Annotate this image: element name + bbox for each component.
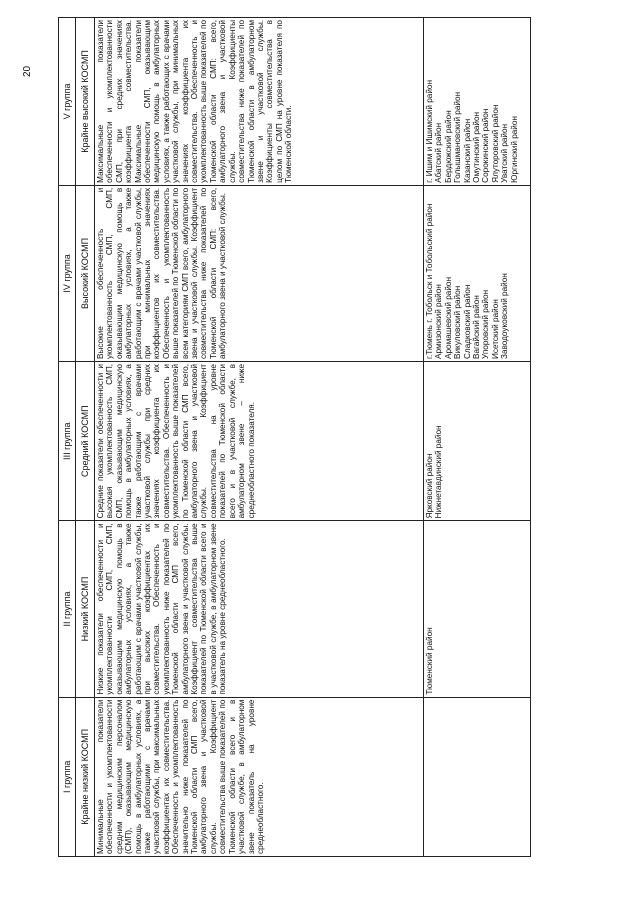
regions-cell-2 (424, 521, 531, 697)
description-cell-1: Минимальные показатели обеспеченности и укомплектованности средним медицинским персоналом (СМП), оказывающим медицинскую помощь в амбулаторных условиях, а также работающими с врачами участковой службы, при максимальных коэффициентах их совместительства. Обеспеченность и укомплектованность значительно ниже показателей по Тюменской области СМП всего, амбулаторного звена и участковой службы. Коэффициент совместительства выше показателей по Тюменской области всего и в участковой службе, в амбулаторном звене показатель на уровне среднеобластного. (95, 697, 424, 856)
description-row (95, 18, 424, 857)
group-header-4: IV группа (59, 185, 76, 361)
level-header-4: Высокий КОСМП (76, 185, 95, 361)
region-item: Абатский район (434, 122, 444, 183)
description-cell-4: Высокие обеспеченность и укомплектованность СМП, СМП, оказывающим медицинскую помощь в амбулаторных условиях, а также работающим с врачами участковой службы, при минимальных значениях коэффициентов их совместительства. Обеспеченность и укомплектованность выше показателей по Тюменской области по всем категориям СМП всего, амбулаторного звена и участковой службы. Коэффициент совместительства ниже показателей по Тюменской области СМП: всего, амбулаторного звена и участковой службы. (95, 185, 424, 361)
region-item: Тюменский район (425, 627, 434, 695)
group-header-1: I группа (59, 697, 76, 856)
region-item: Сладковский район (462, 284, 472, 359)
region-item: Ялуторовский район (490, 104, 500, 183)
group-header-2: II группа (59, 521, 76, 697)
region-item: г. Ишим и Ишимский район (425, 79, 434, 183)
region-item: Казанский район (462, 118, 472, 183)
group-header-3: III группа (59, 362, 76, 521)
region-item: г.Тюмень г. Тобольск и Тобольский район (425, 203, 434, 359)
description-cell-3: Средние показатели обеспеченности и высокая укомплектованность СМП, СМП, оказывающим медицинскую помощь в амбулаторных условиях, а также работающим с врачами участковой службы при средних значениях коэффициента их совместительства. Обеспеченность и укомплектованность выше показателей по Тюменской области СМП всего, амбулаторного звена и участковой службы. Коэффициент совместительства на уровне показателей по Тюменской области всего и в участковой службе, в амбулаторном звене – ниже среднеобластного показателя. (95, 362, 424, 521)
region-item: Нижнетавдинский район (434, 425, 444, 519)
page-number: 20 (22, 65, 33, 77)
region-item: Уватский район (500, 123, 510, 183)
region-item: Бердюжский район (443, 110, 453, 183)
region-item: Ярковский район (425, 453, 434, 519)
region-item: Армизонский район (434, 284, 444, 359)
region-item: Вагайский район (472, 295, 482, 359)
regions-row (424, 18, 531, 857)
groups-table (58, 17, 531, 857)
region-item: Голышмановский район (453, 91, 463, 183)
region-item: Аромашевский район (443, 277, 453, 359)
group-header-5: V группа (59, 18, 76, 186)
region-item: Сорокинский район (481, 108, 491, 183)
region-item: Упоровский район (481, 289, 491, 359)
description-cell-2: Низкие показатели обеспеченности и укомплектованности СМП, СМП, оказывающим медицинскую помощь в амбулаторных условиях, а также работающим с врачами участковой службы, при высоких коэффициентах их совместительства. Обеспеченность и укомплектованность ниже показателей по Тюменской области СМП всего, амбулаторного звена и участковой службы. Коэффициент совместительства выше показателей по Тюменской области всего и в участковой службе, в амбулаторном звене показатель на уровне среднеобластного. (95, 521, 424, 697)
region-item: Омутинский район (472, 111, 482, 183)
regions-cell-4 (424, 185, 531, 361)
region-item: Заводоуковский район (500, 273, 510, 359)
level-header-2: Низкий КОСМП (76, 521, 95, 697)
regions-cell-3 (424, 362, 531, 521)
level-header-1: Крайне низкий КОСМП (76, 697, 95, 856)
region-item: Викуловский район (453, 285, 463, 359)
level-header-3: Средний КОСМП (76, 362, 95, 521)
level-header-5: Крайне высокий КОСМП (76, 18, 95, 186)
group-header-row (59, 18, 76, 857)
regions-cell-1 (424, 697, 531, 856)
level-header-row (76, 18, 95, 857)
description-cell-5: Максимальные показатели обеспеченности и укомплектованности СМП, при средних значениях коэффициента совместительства. Максимальные показатели обеспеченности СМП, оказывающим медицинскую помощь в амбулаторных условиях, а также работающих с врачами участковой службы, при минимальных значениях коэффициента их совместительства. Обеспеченность и укомплектованность выше показателей по Тюменской области СМП: всего, амбулаторного звена и участковой службы. Коэффициенты совместительства ниже показателей по Тюменской области в амбулаторном звене и участковой службы. Коэффициенты совместительства в целом по СМП на уровне показателя по Тюменской области. (95, 18, 424, 186)
region-item: Исетский район (490, 299, 500, 359)
regions-cell-5 (424, 18, 531, 186)
region-item: Юргинский район (509, 116, 519, 183)
